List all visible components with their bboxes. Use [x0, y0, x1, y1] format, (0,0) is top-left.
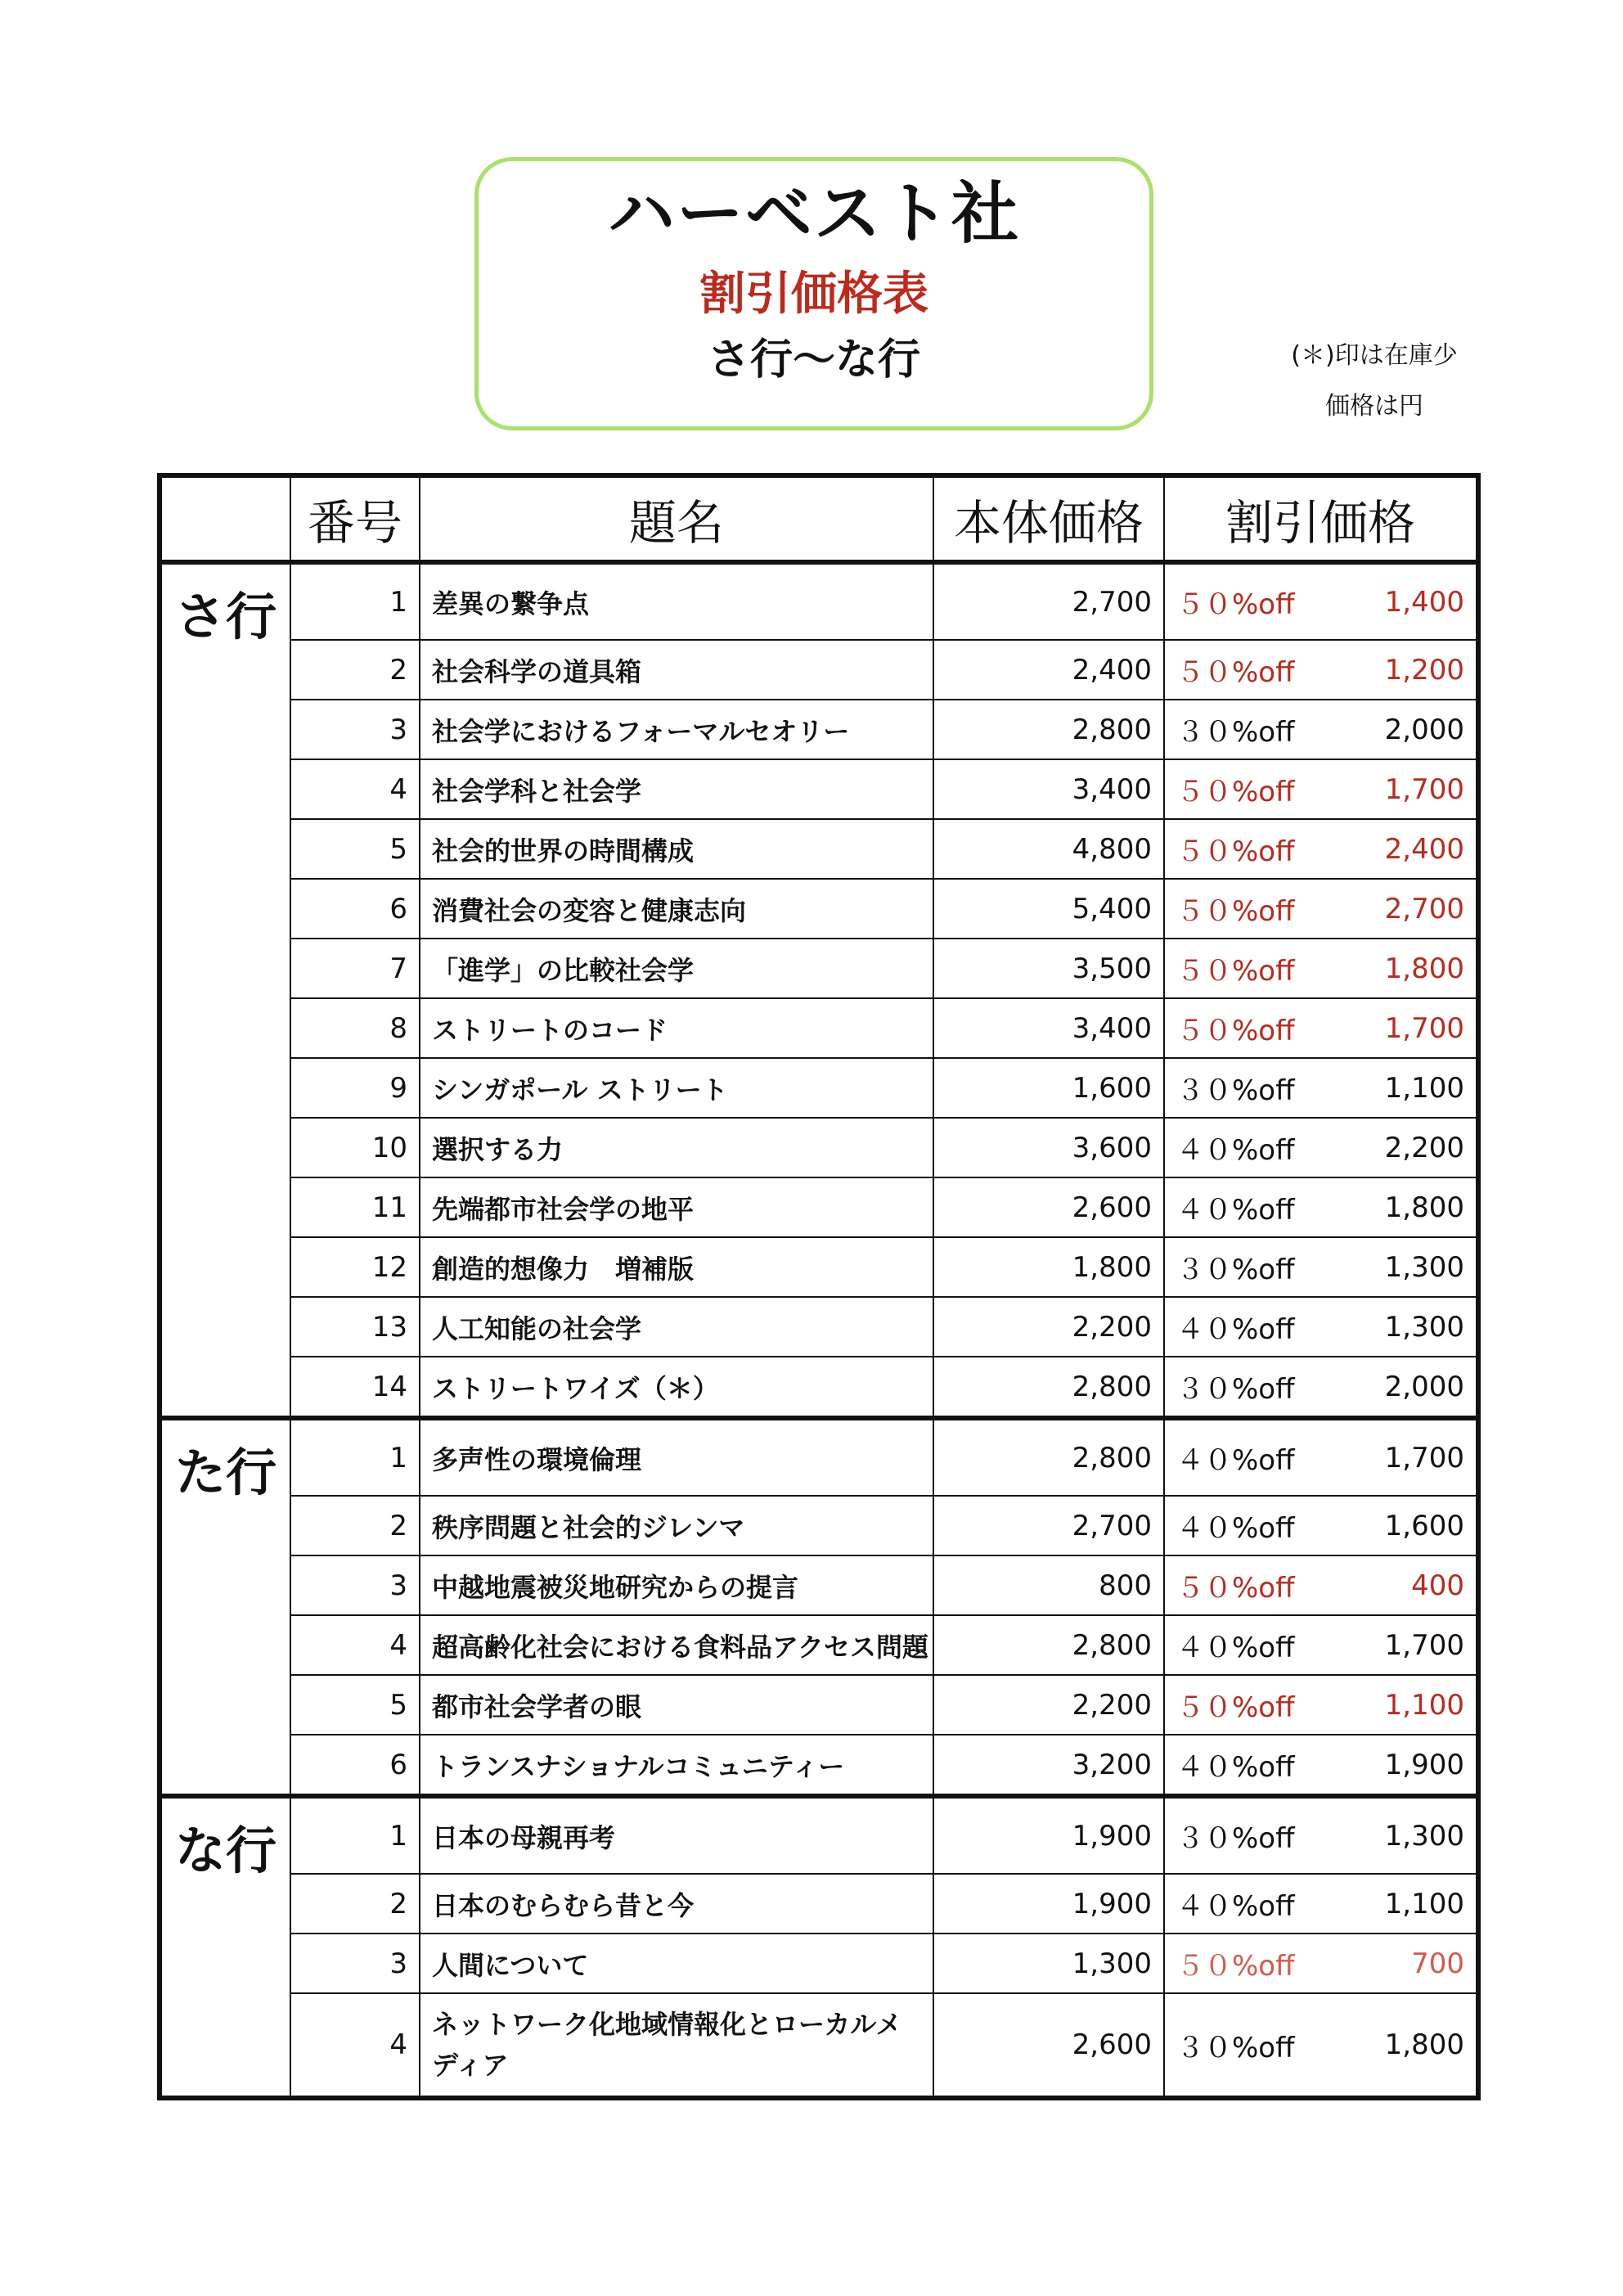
document-subtitle: 割引価格表	[699, 268, 928, 321]
row-number: 14	[290, 1357, 420, 1418]
sale-price: 1,700	[1384, 1011, 1464, 1045]
list-price: 2,800	[933, 1418, 1164, 1496]
list-price: 3,500	[933, 939, 1164, 998]
table-row	[160, 1993, 1478, 2098]
sale-price: 2,200	[1384, 1131, 1464, 1164]
discount-cell	[1164, 998, 1478, 1058]
table-row	[160, 939, 1478, 998]
sale-price: 1,100	[1384, 1071, 1464, 1105]
row-number: 4	[290, 759, 420, 819]
discount-row	[1176, 1506, 1464, 1546]
discount-rate: ５０%off	[1176, 835, 1295, 868]
discount-rate: ５０%off	[1176, 776, 1295, 808]
sale-price: 1,900	[1384, 1748, 1464, 1781]
list-price: 3,400	[933, 759, 1164, 819]
row-number: 5	[290, 1675, 420, 1735]
book-title: 多声性の環境倫理	[420, 1418, 933, 1496]
discount-rate: ５０%off	[1176, 1950, 1295, 1983]
table-row	[160, 700, 1478, 759]
discount-row	[1176, 2025, 1464, 2065]
title-box	[474, 157, 1153, 430]
book-title: ストリートのコード	[420, 998, 933, 1058]
table-row	[160, 562, 1478, 640]
group-label: た行	[160, 1418, 290, 1796]
header-price: 本体価格	[933, 475, 1164, 562]
discount-cell	[1164, 1118, 1478, 1177]
discount-cell	[1164, 1934, 1478, 1993]
sale-price: 1,600	[1384, 1509, 1464, 1542]
header-number: 番号	[290, 475, 420, 562]
discount-row	[1176, 1187, 1464, 1227]
row-number: 1	[290, 562, 420, 640]
discount-cell	[1164, 939, 1478, 998]
book-title: 中越地震被災地研究からの提言	[420, 1555, 933, 1615]
list-price: 3,200	[933, 1735, 1164, 1796]
sale-price: 1,200	[1384, 653, 1464, 687]
book-title: ストリートワイズ（＊）	[420, 1357, 933, 1418]
discount-cell	[1164, 759, 1478, 819]
discount-rate: ５０%off	[1176, 1691, 1295, 1724]
book-title: 創造的想像力 増補版	[420, 1237, 933, 1297]
company-name: ハーベスト社	[607, 175, 1020, 253]
discount-rate: ４０%off	[1176, 1751, 1295, 1784]
sale-price: 1,700	[1384, 1441, 1464, 1474]
discount-cell	[1164, 1675, 1478, 1735]
table-row	[160, 1496, 1478, 1555]
table-row	[160, 1357, 1478, 1418]
discount-rate: ４０%off	[1176, 1632, 1295, 1664]
book-title: 消費社会の変容と健康志向	[420, 879, 933, 939]
discount-cell	[1164, 1177, 1478, 1237]
table-row	[160, 1735, 1478, 1796]
discount-rate: ５０%off	[1176, 955, 1295, 988]
book-title: 人工知能の社会学	[420, 1297, 933, 1357]
row-number: 4	[290, 1993, 420, 2098]
sale-price: 1,100	[1384, 1688, 1464, 1722]
header-title: 題名	[420, 475, 933, 562]
table-row	[160, 1796, 1478, 1874]
note-currency: 価格は円	[1325, 392, 1423, 421]
list-price: 2,700	[933, 562, 1164, 640]
discount-row	[1176, 1307, 1464, 1347]
book-title: ネットワーク化地域情報化とローカルメディア	[420, 1993, 933, 2098]
row-number: 5	[290, 819, 420, 879]
discount-row	[1176, 948, 1464, 988]
discount-rate: ３０%off	[1176, 1254, 1295, 1286]
table-header-row	[160, 475, 1478, 562]
discount-cell	[1164, 879, 1478, 939]
book-title: 秩序問題と社会的ジレンマ	[420, 1496, 933, 1555]
price-table	[157, 473, 1481, 2100]
list-price: 2,600	[933, 1177, 1164, 1237]
list-price: 2,800	[933, 1615, 1164, 1675]
discount-rate: ５０%off	[1176, 588, 1295, 621]
discount-row	[1176, 1247, 1464, 1287]
discount-cell	[1164, 640, 1478, 700]
discount-cell	[1164, 1555, 1478, 1615]
discount-cell	[1164, 1058, 1478, 1118]
list-price: 3,600	[933, 1118, 1164, 1177]
discount-rate: ４０%off	[1176, 1444, 1295, 1477]
discount-rate: ４０%off	[1176, 1134, 1295, 1167]
row-number: 1	[290, 1418, 420, 1496]
sale-price: 700	[1411, 1947, 1464, 1980]
table-row	[160, 1237, 1478, 1297]
table-row	[160, 879, 1478, 939]
table-row	[160, 1297, 1478, 1357]
discount-rate: ５０%off	[1176, 895, 1295, 928]
discount-row	[1176, 889, 1464, 929]
table-row	[160, 1555, 1478, 1615]
table-row	[160, 1615, 1478, 1675]
discount-row	[1176, 1745, 1464, 1785]
discount-rate: ３０%off	[1176, 1822, 1295, 1855]
row-number: 3	[290, 700, 420, 759]
book-title: 都市社会学者の眼	[420, 1675, 933, 1735]
table-row	[160, 640, 1478, 700]
sale-price: 1,300	[1384, 1819, 1464, 1853]
sale-price: 1,300	[1384, 1310, 1464, 1344]
notes	[1260, 331, 1489, 432]
book-title: 社会的世界の時間構成	[420, 819, 933, 879]
discount-cell	[1164, 1496, 1478, 1555]
discount-row	[1176, 1128, 1464, 1168]
table-row	[160, 1675, 1478, 1735]
discount-row	[1176, 1565, 1464, 1605]
book-title: 社会学科と社会学	[420, 759, 933, 819]
discount-rate: ４０%off	[1176, 1890, 1295, 1923]
table-row	[160, 759, 1478, 819]
row-number: 10	[290, 1118, 420, 1177]
table-body	[160, 562, 1478, 2098]
book-title: トランスナショナルコミュニティー	[420, 1735, 933, 1796]
discount-cell	[1164, 1237, 1478, 1297]
list-price: 1,800	[933, 1237, 1164, 1297]
discount-cell	[1164, 1735, 1478, 1796]
discount-cell	[1164, 700, 1478, 759]
sale-price: 1,700	[1384, 772, 1464, 806]
discount-rate: ４０%off	[1176, 1313, 1295, 1346]
row-number: 3	[290, 1555, 420, 1615]
group-label: な行	[160, 1796, 290, 2098]
row-number: 4	[290, 1615, 420, 1675]
discount-cell	[1164, 562, 1478, 640]
book-title: シンガポール ストリート	[420, 1058, 933, 1118]
list-price: 5,400	[933, 879, 1164, 939]
sale-price: 400	[1411, 1569, 1464, 1602]
book-title: 差異の繋争点	[420, 562, 933, 640]
discount-row	[1176, 650, 1464, 690]
book-title: 「進学」の比較社会学	[420, 939, 933, 998]
sale-price: 1,800	[1384, 2028, 1464, 2061]
row-number: 3	[290, 1934, 420, 1993]
row-number: 1	[290, 1796, 420, 1874]
row-number: 7	[290, 939, 420, 998]
discount-row	[1176, 1625, 1464, 1665]
table-row	[160, 1418, 1478, 1496]
discount-rate: ４０%off	[1176, 1512, 1295, 1545]
discount-cell	[1164, 1297, 1478, 1357]
discount-row	[1176, 1438, 1464, 1478]
discount-rate: ４０%off	[1176, 1194, 1295, 1227]
row-number: 6	[290, 1735, 420, 1796]
group-label: さ行	[160, 562, 290, 1418]
sale-price: 1,400	[1384, 585, 1464, 619]
book-title: 先端都市社会学の地平	[420, 1177, 933, 1237]
discount-rate: ３０%off	[1176, 1074, 1295, 1107]
list-price: 2,600	[933, 1993, 1164, 2098]
discount-cell	[1164, 1993, 1478, 2098]
sale-price: 1,800	[1384, 952, 1464, 985]
table-row	[160, 1058, 1478, 1118]
table-row	[160, 998, 1478, 1058]
row-number: 2	[290, 1496, 420, 1555]
discount-rate: ３０%off	[1176, 2031, 1295, 2064]
discount-cell	[1164, 1615, 1478, 1675]
note-stock: (＊)印は在庫少	[1291, 341, 1458, 370]
list-price: 2,400	[933, 640, 1164, 700]
list-price: 800	[933, 1555, 1164, 1615]
discount-rate: ５０%off	[1176, 1572, 1295, 1605]
discount-row	[1176, 582, 1464, 622]
table-row	[160, 819, 1478, 879]
list-price: 2,200	[933, 1675, 1164, 1735]
discount-row	[1176, 829, 1464, 869]
header-discount: 割引価格	[1164, 475, 1478, 562]
header-group	[160, 475, 290, 562]
table-row	[160, 1177, 1478, 1237]
sale-price: 2,000	[1384, 1370, 1464, 1403]
discount-row	[1176, 1943, 1464, 1983]
discount-cell	[1164, 1796, 1478, 1874]
list-price: 1,900	[933, 1874, 1164, 1934]
discount-rate: ５０%off	[1176, 656, 1295, 689]
row-number: 2	[290, 640, 420, 700]
table-row	[160, 1934, 1478, 1993]
discount-cell	[1164, 819, 1478, 879]
sale-price: 2,400	[1384, 832, 1464, 866]
sale-price: 1,100	[1384, 1887, 1464, 1920]
list-price: 2,800	[933, 1357, 1164, 1418]
discount-row	[1176, 1068, 1464, 1108]
list-price: 2,700	[933, 1496, 1164, 1555]
list-price: 3,400	[933, 998, 1164, 1058]
book-title: 日本のむらむら昔と今	[420, 1874, 933, 1934]
discount-row	[1176, 1685, 1464, 1725]
discount-rate: ５０%off	[1176, 1015, 1295, 1047]
book-title: 社会科学の道具箱	[420, 640, 933, 700]
discount-row	[1176, 769, 1464, 809]
list-price: 1,900	[933, 1796, 1164, 1874]
sale-price: 1,700	[1384, 1628, 1464, 1662]
row-number: 2	[290, 1874, 420, 1934]
row-number: 8	[290, 998, 420, 1058]
row-number: 11	[290, 1177, 420, 1237]
list-price: 1,300	[933, 1934, 1164, 1993]
discount-row	[1176, 1366, 1464, 1407]
row-number: 13	[290, 1297, 420, 1357]
book-title: 日本の母親再考	[420, 1796, 933, 1874]
discount-row	[1176, 1008, 1464, 1048]
sale-price: 2,700	[1384, 892, 1464, 925]
list-price: 2,200	[933, 1297, 1164, 1357]
discount-cell	[1164, 1418, 1478, 1496]
discount-row	[1176, 1816, 1464, 1856]
discount-rate: ３０%off	[1176, 1373, 1295, 1406]
book-title: 人間について	[420, 1934, 933, 1993]
table-row	[160, 1118, 1478, 1177]
row-number: 6	[290, 879, 420, 939]
list-price: 2,800	[933, 700, 1164, 759]
sale-price: 1,800	[1384, 1191, 1464, 1224]
book-title: 社会学におけるフォーマルセオリー	[420, 700, 933, 759]
book-title: 選択する力	[420, 1118, 933, 1177]
range-label: さ行〜な行	[707, 335, 920, 385]
row-number: 9	[290, 1058, 420, 1118]
book-title: 超高齢化社会における食料品アクセス問題	[420, 1615, 933, 1675]
list-price: 1,600	[933, 1058, 1164, 1118]
discount-cell	[1164, 1874, 1478, 1934]
discount-row	[1176, 1884, 1464, 1924]
list-price: 4,800	[933, 819, 1164, 879]
sale-price: 2,000	[1384, 713, 1464, 746]
discount-row	[1176, 709, 1464, 750]
discount-rate: ３０%off	[1176, 716, 1295, 749]
row-number: 12	[290, 1237, 420, 1297]
sale-price: 1,300	[1384, 1250, 1464, 1284]
table-row	[160, 1874, 1478, 1934]
discount-cell	[1164, 1357, 1478, 1418]
